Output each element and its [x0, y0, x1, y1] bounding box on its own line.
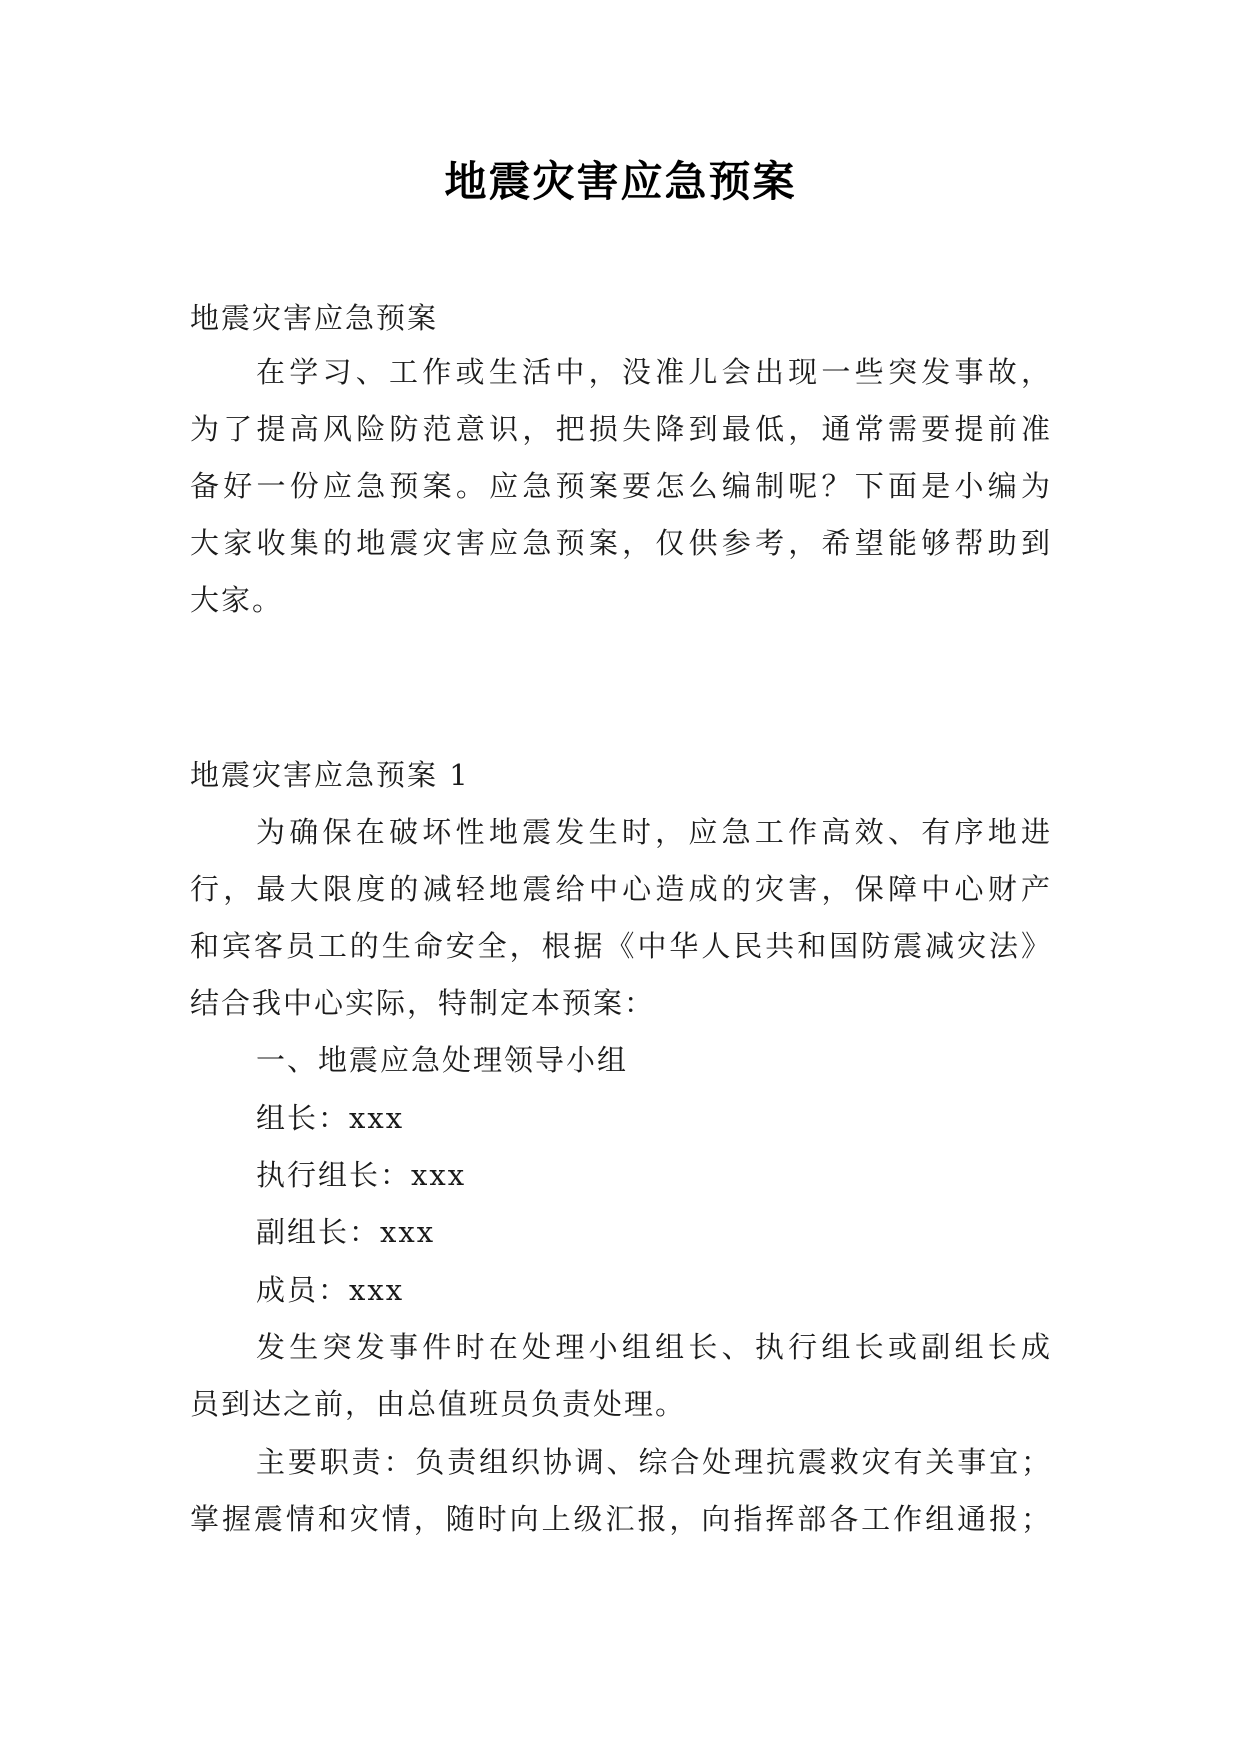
section1-line-12: 主要职责：负责组织协调、综合处理抗震救灾有关事宜； — [256, 1445, 1052, 1479]
members: 成员：xxx — [256, 1273, 405, 1307]
section1-line-13: 掌握震情和灾情，随时向上级汇报，向指挥部各工作组通报； — [190, 1502, 1052, 1536]
intro-heading: 地震灾害应急预案 — [190, 301, 439, 335]
section1-line-11: 员到达之前，由总值班员负责处理。 — [190, 1387, 687, 1421]
intro-line-3: 备好一份应急预案。应急预案要怎么编制呢？下面是小编为 — [190, 469, 1052, 503]
section1-line-4: 结合我中心实际，特制定本预案： — [190, 986, 656, 1020]
intro-line-2: 为了提高风险防范意识，把损失降到最低，通常需要提前准 — [190, 412, 1052, 446]
intro-line-5: 大家。 — [190, 583, 284, 617]
executive-leader: 执行组长：xxx — [256, 1158, 467, 1192]
section1-heading: 地震灾害应急预案 1 — [190, 758, 470, 792]
deputy-leader: 副组长：xxx — [256, 1215, 436, 1249]
document-title: 地震灾害应急预案 — [444, 157, 797, 206]
section1-line-3: 和宾客员工的生命安全，根据《中华人民共和国防震减灾法》 — [190, 929, 1052, 963]
group-leader: 组长：xxx — [256, 1101, 405, 1135]
section1-line-1: 为确保在破坏性地震发生时，应急工作高效、有序地进 — [256, 815, 1052, 849]
section1-line-10: 发生突发事件时在处理小组组长、执行组长或副组长成 — [256, 1330, 1052, 1364]
group-heading: 一、地震应急处理领导小组 — [256, 1043, 629, 1077]
section1-line-2: 行，最大限度的减轻地震给中心造成的灾害，保障中心财产 — [190, 872, 1052, 906]
intro-line-1: 在学习、工作或生活中，没准儿会出现一些突发事故， — [256, 355, 1052, 389]
intro-line-4: 大家收集的地震灾害应急预案，仅供参考，希望能够帮助到 — [190, 526, 1052, 560]
